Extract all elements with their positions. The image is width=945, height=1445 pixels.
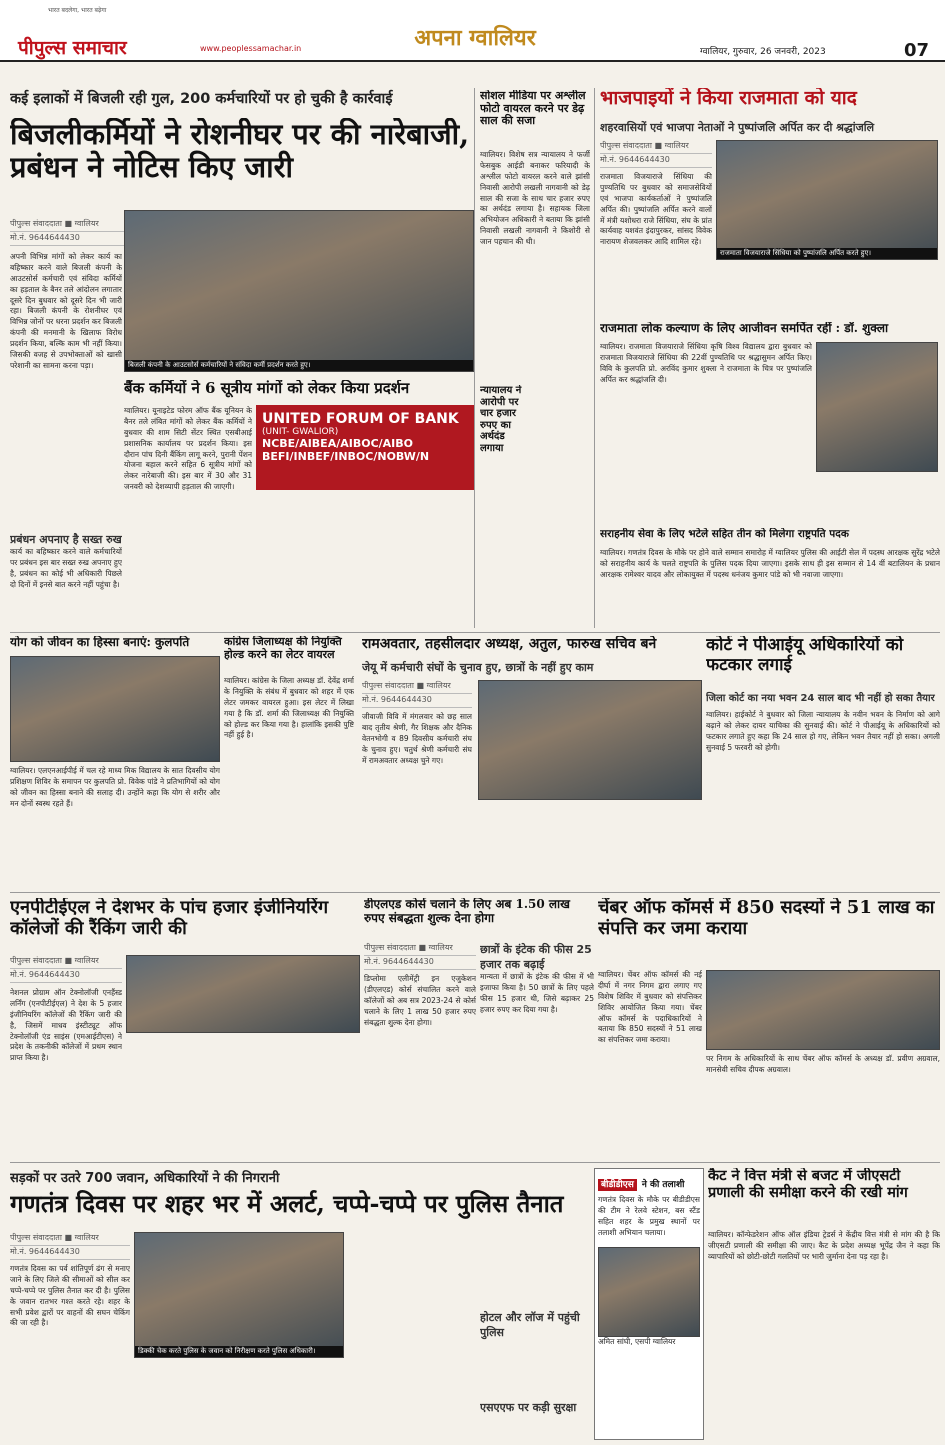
masthead (0, 0, 945, 62)
rajmata-body: राजमाता विजयाराजे सिंधिया की पुण्यतिथि पर बुधवार को समाजसेवियों एवं भाजपा कार्यकर्ताओं ने पुष्पांजलि अर्पित की। पुष्पांजलि अर्पित करने वालों में मंत्री यशोधरा राजे सिंधिया, संघ के प्रांत कार्यवाह यशवंत इंदापुरकर, सांसद विवेक नारायण शेजवलकर आदि शामिल रहे। (600, 172, 712, 247)
union-byline: पीपुल्स संवाददाता ■ ग्वालियर (362, 680, 472, 694)
chamber-headline: चेंबर ऑफ कॉमर्स में 850 सदस्यों ने 51 लाख का संपत्ति कर जमा कराया (598, 898, 935, 939)
union-photo (478, 680, 702, 800)
shukla-body: ग्वालियर। राजमाता विजयाराजे सिंधिया कृषि विश्व विद्यालय द्वारा बुधवार को राजमाता विजयाराजे सिंधिया की 22वीं पुण्यतिथि पर श्रद्धासुमन अर्पित किए। विवि के कुलपति प्रो. अरविंद कुमार शुक्ला ने राजमाता के चित्र पर पुष्पांजलि अर्पित कर श्रद्धांजलि दी। (600, 342, 812, 384)
republic-caption: डिक्की चेक करते पुलिस के जवान को निरीक्षण करते पुलिस अधिकारी। (135, 1346, 343, 1357)
row-rule (10, 632, 940, 633)
nptel-body: नेशनल प्रोग्राम ऑन टेक्नोलॉजी एनहैंस्ड लर्निंग (एनपीटीईएल) ने देश के 5 हजार इंजीनियरिंग कॉलेजों की रैंकिंग जारी की है, जिसमें माधव इंस्टीट्यूट ऑफ टेक्नोलॉजी एंड साइंस (एमआईटीएस) ने प्रदेश के तकनीकी कॉलेजों में प्रथम स्थान प्राप्त किया है। (10, 988, 122, 1063)
medal-headline: सराहनीय सेवा के लिए भटेले सहित तीन को मिलेगा राष्ट्रपति पदक (600, 528, 849, 540)
court-sub: जिला कोर्ट का नया भवन 24 साल बाद भी नहीं हो सका तैयार (706, 693, 935, 704)
bank-banner-line2: (UNIT- GWALIOR) (262, 427, 339, 437)
lead-sub-body: कार्य का बहिष्कार करने वाले कर्मचारियों पर प्रबंधन इस बार सख्त रुख अपनाए हुए है, प्रबंधन का कोई भी अधिकारी पिछले दो दिनों में इनसे बात करने नहीं पहुंचा है। (10, 547, 122, 589)
gst-headline: कैट ने वित्त मंत्री से बजट में जीएसटी प्रणाली की समीक्षा करने की रखी मांग (708, 1168, 908, 1201)
deled-sub-section (480, 942, 594, 1160)
column-rule (594, 88, 595, 628)
lead-sub-section (10, 532, 122, 642)
deled-sub-title: छात्रों के इंटेक की फीस 25 हजार तक बढ़ाई (480, 943, 592, 971)
rajmata-caption: राजमाता विजयाराजे सिंधिया को पुष्पांजलि अर्पित करते हुए। (717, 248, 937, 259)
edition-title-b: ग्वालियर (469, 25, 536, 51)
union-sub: जेयू में कर्मचारी संघों के चुनाव हुए, छात्रों के नहीं हुए काम (362, 661, 594, 674)
republic-photo (134, 1232, 344, 1358)
bdds-tag: बीडीडीएस (598, 1179, 637, 1191)
republic-mobile: मो.नं. 9644644430 (10, 1246, 130, 1260)
masthead-tagline: भारत बदलेगा, भारत बढ़ेगा (48, 7, 107, 14)
yoga-headline: योग को जीवन का हिस्सा बनाएं: कुलपति (10, 636, 190, 649)
rajmata-byline-box (600, 140, 712, 168)
chamber-photo (706, 970, 940, 1050)
page-number: 07 (903, 40, 929, 61)
nptel-photo (126, 955, 360, 1033)
column-rule (474, 88, 475, 628)
lead-kicker-box (10, 88, 470, 118)
bank-body: ग्वालियर। यूनाइटेड फोरम ऑफ बैंक यूनियन के बैनर तले लंबित मांगों को लेकर बैंक कर्मियों ने बुधवार की शाम सिटी सेंटर स्थित एसबीआई प्रशासनिक कार्यालय पर प्रदर्शन किया। इस दौरान पांच दिनी बैंकिंग लागू करने, पुरानी पेंशन योजना बहाल करने सहित 6 सूत्रीय मांगों को लेकर नारेबाजी की। इस बार में 30 और 31 जनवरी को देशव्यापी हड़ताल की जाएगी। (124, 406, 252, 492)
republic-headline: गणतंत्र दिवस पर शहर भर में अलर्ट, चप्पे-चप्पे पर पुलिस तैनात (10, 1190, 564, 1218)
lead-mobile: मो.नं. 9644644430 (10, 232, 130, 246)
nptel-byline-box (10, 955, 122, 983)
bank-banner-photo (256, 405, 474, 490)
bank-headline: बैंक कर्मियों ने 6 सूत्रीय मांगों को लेकर किया प्रदर्शन (124, 380, 410, 397)
dateline: ग्वालियर, गुरुवार, 26 जनवरी, 2023 (700, 47, 826, 57)
bank-banner-line4: BEFI/INBEF/INBOC/NOBW/N (262, 450, 430, 463)
lead-photo (124, 210, 474, 372)
gst-body: ग्वालियर। कॉन्फेडरेशन ऑफ ऑल इंडिया ट्रेडर्स ने केंद्रीय वित्त मंत्री से मांग की है कि जीएसटी प्रणाली की समीक्षा की जाए। कैट के प्रदेश अध्यक्ष भूपेंद्र जैन ने कहा कि व्यापारियों को छोटी-छोटी गलतियों पर भारी जुर्माना देना पड़ रहा है। (708, 1230, 940, 1261)
edition-title-a: अपना (414, 25, 462, 51)
nptel-byline: पीपुल्स संवाददाता ■ ग्वालियर (10, 955, 122, 969)
rajmata-sub: शहरवासियों एवं भाजपा नेताओं ने पुष्पांजलि अर्पित कर दी श्रद्धांजलि (600, 121, 875, 134)
court-headline: कोर्ट ने पीआईयू अधिकारियों को फटकार लगाई (706, 636, 904, 675)
court-body: ग्वालियर। हाईकोर्ट ने बुधवार को जिला न्यायालय के नवीन भवन के निर्माण को आगे बढ़ाने को लेकर दायर याचिका की सुनवाई की। कोर्ट ने पीआईयू के अधिकारियों को फटकार लगाते हुए कहा कि 24 साल हो गए, लेकिन भवन तैयार नहीं हो सका। अगली सुनवाई 5 फरवरी को होगी। (706, 710, 940, 752)
nptel-headline: एनपीटीईएल ने देशभर के पांच हजार इंजीनियरिंग कॉलेजों की रैंकिंग जारी की (10, 898, 329, 939)
republic-sub-title1: होटल और लॉज में पहुंची पुलिस (480, 1311, 580, 1339)
shukla-photo (816, 342, 938, 472)
republic-sub-title2: एसएएफ पर कड़ी सुरक्षा (480, 1401, 577, 1414)
republic-kicker: सड़कों पर उतरे 700 जवान, अधिकारियों ने की निगरानी (10, 1171, 280, 1186)
union-mobile: मो.नं. 9644644430 (362, 694, 472, 708)
bdds-body: गणतंत्र दिवस के मौके पर बीडीडीएस की टीम ने रेलवे स्टेशन, बस स्टैंड सहित शहर के प्रमुख स्थानों पर तलाशी अभियान चलाया। (598, 1195, 700, 1237)
rajmata-headline: भाजपाइयों ने किया राजमाता को याद (600, 88, 857, 109)
union-byline-box (362, 680, 472, 708)
deled-mobile: मो.नं. 9644644430 (364, 956, 476, 970)
rajmata-mobile: मो.नं. 9644644430 (600, 154, 712, 168)
lead-byline-box (10, 218, 130, 248)
bdds-caption: अमित सांघी, एसपी ग्वालियर (598, 1336, 676, 1346)
deled-headline: डीएलएड कोर्स चलाने के लिए अब 1.50 लाख रुपए संबद्धता शुल्क देना होगा (364, 898, 570, 925)
congress-headline: कांग्रेस जिलाध्यक्ष की नियुक्ति होल्ड करने का लेटर वायरल (224, 636, 342, 661)
congress-body: ग्वालियर। कांग्रेस के जिला अध्यक्ष डॉ. देवेंद्र शर्मा के नियुक्ति के संबंध में बुधवार को शहर में एक लेटर जमकर वायरल हुआ। इस लेटर में लिखा गया है कि डॉ. शर्मा की जिलाध्यक्ष की नियुक्ति को होल्ड कर किया गया है। हालांकि इसकी पुष्टि नहीं हुई है। (224, 676, 354, 740)
newspaper-logo: पीपुल्स समाचार (18, 37, 127, 59)
union-headline: रामअवतार, तहसीलदार अध्यक्ष, अतुल, फारुख सचिव बने (362, 636, 657, 652)
rajmata-byline: पीपुल्स संवाददाता ■ ग्वालियर (600, 140, 712, 154)
social-body: ग्वालियर। विशेष सत्र न्यायालय ने फर्जी फेसबुक आईडी बनाकर फरियादी के अश्लील फोटो वायरल करने वाले झांसी निवासी आरोपी लखली नागवानी को डेढ़ साल की सजा के साथ चार हजार रुपए का अर्थदंड लगाया है। सहायक जिला अभियोजन अधिकारी ने बताया कि झांसी निवासी लखली नागवानी ने किशोरी से जान पहचान की थी। (480, 150, 590, 246)
deled-body: डिप्लोमा एलीमेंट्री इन एजुकेशन (डीएलएड) कोर्स संचालित करने वाले कॉलेजों को अब सत्र 2023-24 से कोर्स चलाने के लिए 1 लाख 50 हजार रुपए संबद्धता शुल्क देना होगा। (364, 974, 476, 1027)
yoga-body: ग्वालियर। एलएनआईपीई में चल रहे माध्य मिक विद्यालय के सात दिवसीय योग प्रशिक्षण शिविर के समापन पर कुलपति प्रो. विवेक पांडे ने प्रतिभागियों को योग को जीवन का हिस्सा बनाने की सलाह दी। उन्होंने कहा कि योग से शरीर और मन दोनों स्वस्थ रहते हैं। (10, 766, 220, 808)
social-pullquote: न्यायालय ने आरोपी पर चार हजार रुपए का अर्थदंड लगाया (480, 385, 530, 475)
bdds-box (594, 1168, 704, 1440)
website-url[interactable]: www.peoplessamachar.in (200, 44, 302, 53)
republic-byline: पीपुल्स संवाददाता ■ ग्वालियर (10, 1232, 130, 1246)
lead-body: अपनी विभिन्न मांगों को लेकर कार्य का बहिष्कार करने वाले बिजली कंपनी के आउटसोर्स कर्मचारी एवं संविदा कर्मियों का हड़ताल के बैनर तले आंदोलन लगातार दूसरे दिन बुधवार को दूसरे दिन भी जारी रहा। बिजली कंपनी के रोशनीघर एवं विभिन्न जोनों पर धरना प्रदर्शन कर बिजली कंपनी की मनमानी के खिलाफ विरोध प्रदर्शन किया, बल्कि काम भी नहीं किया। जिसकी वजह से उपभोक्ताओं को खासी परेशानी का सामना करना पड़ा। (10, 252, 122, 370)
row-rule (10, 892, 940, 893)
republic-body: गणतंत्र दिवस का पर्व शांतिपूर्ण ढंग से मनाए जाने के लिए जिले की सीमाओं को सील कर चप्पे-चप्पे पर पुलिस तैनात कर दी है। पुलिस के जवान रातभर गश्त करते रहे। शहर के सभी प्रवेश द्वारों पर वाहनों की सघन चेकिंग की जा रही है। (10, 1264, 130, 1328)
bank-banner-line1: UNITED FORUM OF BANK (262, 411, 459, 427)
yoga-photo (10, 656, 220, 762)
lead-sub-title: प्रबंधन अपनाए है सख्त रुख (10, 533, 122, 546)
deled-sub-body: मान्यता में छात्रों के इंटेक की फीस में भी इजाफा किया है। 50 छात्रों के लिए पहले फीस 15 हजार थी, जिसे बढ़ाकर 25 हजार रुपए कर दिया गया है। (480, 972, 594, 1014)
edition-title (400, 22, 550, 52)
rajmata-photo (716, 140, 938, 260)
shukla-headline: राजमाता लोक कल्याण के लिए आजीवन समर्पित रहीं : डॉ. शुक्ला (600, 322, 889, 335)
lead-headline: बिजलीकर्मियों ने रोशनीघर पर की नारेबाजी, प्रबंधन ने नोटिस किए जारी (10, 118, 470, 185)
row-rule (10, 1162, 940, 1163)
social-headline: सोशल मीडिया पर अश्लील फोटो वायरल करने पर डेढ़ साल की सजा (480, 90, 586, 128)
deled-byline-box (364, 942, 476, 970)
bdds-photo (598, 1247, 700, 1337)
bank-banner-line3: NCBE/AIBEA/AIBOC/AIBO (262, 437, 414, 450)
union-body: जीवाजी विवि में मंगलवार को छह साल बाद तृतीय श्रेणी, गैर शिक्षक और दैनिक वेतनभोगी व 89 दिवसीय कर्मचारी संघ के चुनाव हुए। चतुर्थ श्रेणी कर्मचारी संघ में रामअवतार अध्यक्ष चुने गए। (362, 712, 472, 765)
nptel-mobile: मो.नं. 9644644430 (10, 969, 122, 983)
lead-byline: पीपुल्स संवाददाता ■ ग्वालियर (10, 218, 130, 232)
lead-photo-caption: बिजली कंपनी के आउटसोर्स कर्मचारियों ने संविदा कर्मी प्रदर्शन करते हुए। (125, 360, 473, 371)
lead-kicker: कई इलाकों में बिजली रही गुल, 200 कर्मचारियों पर हो चुकी है कार्रवाई (10, 91, 393, 107)
republic-subs (480, 1310, 590, 1440)
chamber-body: ग्वालियर। चेंबर ऑफ कॉमर्स की नई दीर्घा में नगर निगम द्वारा लगाए गए विशेष शिविर में बुधवार को संपत्तिकर शिविर आयोजित किया गया। चेंबर ऑफ कॉमर्स के पदाधिकारियों ने बताया कि 850 सदस्यों ने 51 लाख का संपत्तिकर जमा कराया। (598, 970, 702, 1045)
deled-byline: पीपुल्स संवाददाता ■ ग्वालियर (364, 942, 476, 956)
medal-body: ग्वालियर। गणतंत्र दिवस के मौके पर होने वाले सम्मान समारोह में ग्वालियर पुलिस की आईटी सेल में पदस्थ आरक्षक सुरेंद्र भटेले को सराहनीय कार्य के चलते राष्ट्रपति के पुलिस पदक दिया जाएगा। इसके साथ ही इस सम्मान से 14 वीं बटालियन के प्रधान आरक्षक रामेश्वर यादव और लोकायुक्त में पदस्थ धनंजय कुमार पांडे को भी नवाजा जाएगा। (600, 548, 940, 579)
bdds-headline: ने की तलाशी (641, 1180, 685, 1190)
republic-byline-box (10, 1232, 130, 1260)
chamber-caption: पर निगम के अधिकारियों के साथ चेंबर ऑफ कॉमर्स के अध्यक्ष डॉ. प्रवीण अग्रवाल, मानसेवी सचिव दीपक अग्रवाल। (706, 1054, 940, 1074)
